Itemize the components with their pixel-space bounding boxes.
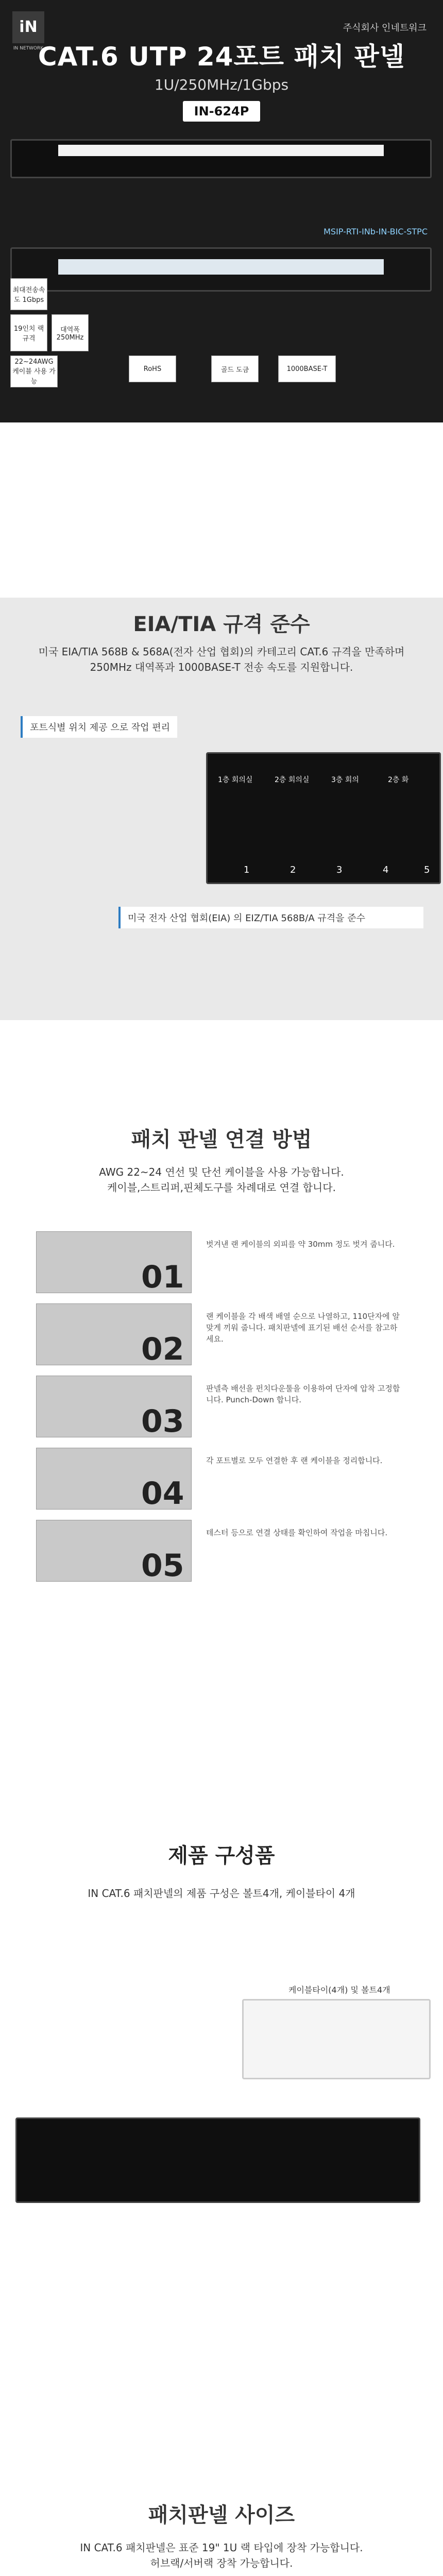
port-closeup-image [206,752,441,884]
port-number-5: 5 [424,865,430,875]
connection-text-1: AWG 22~24 연선 및 단선 케이블을 사용 가능합니다. [99,1166,344,1178]
accessories-image [242,1999,431,2079]
badge-rohs: RoHS [129,355,176,382]
composition-title: 제품 구성품 [168,1844,275,1868]
port-label-3: 3층 회의 [331,776,359,784]
step-5-desc: 테스터 등으로 연결 상태를 확인하여 작업을 마칩니다. [206,1528,388,1537]
label-strip [58,145,384,156]
step-2 [36,1303,407,1367]
wiring-strip [58,259,384,275]
eia-section [0,598,443,1020]
badge-1000baset: 1000BASE-T [278,355,336,382]
composition-caption: 케이블타이(4개) 및 볼트4개 [288,1985,390,1995]
connection-section [0,1113,443,1808]
connection-title: 패치 판넬 연결 방법 [131,1128,312,1151]
patch-panel-rear-image [10,247,432,292]
port-label-1: 1층 회의실 [218,776,253,784]
step-1-number: 01 [141,1259,184,1295]
panel-perspective-image [15,2117,420,2203]
port-label-2: 2층 회의실 [275,776,310,784]
badge-gold: 골드 도금 [211,355,259,382]
hero-section [0,0,443,422]
brand-logo: iN IN NETWORK [12,11,44,43]
product-title: CAT.6 UTP 24포트 패치 판넬 [38,42,405,72]
product-subtitle: 1U/250MHz/1Gbps [154,76,289,93]
size-text-1: IN CAT.6 패치판넬은 표준 19" 1U 랙 타입에 장착 가능합니다. [80,2541,363,2554]
eia-compliance-callout: 미국 전자 산업 협회(EIA) 의 EIZ/TIA 568B/A 규격을 준수 [118,907,423,928]
step-3-number: 03 [141,1403,184,1439]
step-3 [36,1376,407,1439]
port-number-3: 3 [336,865,343,875]
step-4-number: 04 [141,1476,184,1512]
patch-panel-front-image [10,139,432,178]
badge-speed: 최대전송속도 1Gbps [10,278,47,310]
step-5 [36,1520,407,1584]
port-number-4: 4 [383,865,389,875]
size-text-2: 허브랙/서버랙 장착 가능합니다. [150,2557,293,2569]
step-2-desc: 랜 케이블을 각 배색 배열 순으로 나열하고, 110단자에 알맞게 끼워 줍니다. 패치판넬에 표기된 배선 순서를 참고하세요. [206,1312,400,1344]
connection-text-2: 케이블,스트리퍼,핀체도구를 차례대로 연결 합니다. [107,1181,336,1194]
step-4-desc: 각 포트별로 모두 연결한 후 랜 케이블을 정리합니다. [206,1456,383,1465]
port-label-4: 2층 화 [388,776,409,784]
step-5-number: 05 [141,1548,184,1584]
port-number-2: 2 [290,865,296,875]
size-section [0,2494,443,2576]
eia-text: 미국 EIA/TIA 568B & 568A(전자 산업 협회)의 카테고리 CAT.6 규격을 만족하며 250MHz 대역폭과 1000BASE-T 전송 속도를 지원합니다. [38,646,405,673]
badge-rack: 19인치 랙 규격 [10,314,47,351]
eia-title: EIA/TIA 규격 준수 [133,613,310,636]
badge-bandwidth: 대역폭 250MHz [52,314,89,351]
composition-text: IN CAT.6 패치판넬의 제품 구성은 볼트4개, 케이블타이 4개 [88,1887,355,1900]
port-number-1: 1 [244,865,250,875]
step-1 [36,1231,407,1295]
step-1-desc: 벗겨낸 랜 케이블의 외피를 약 30mm 정도 벗겨 줍니다. [206,1240,395,1249]
model-badge: IN-624P [183,101,260,122]
step-4 [36,1448,407,1512]
size-title: 패치판넬 사이즈 [148,2503,295,2527]
badge-awg: 22~24AWG 케이블 사용 가능 [10,355,58,387]
step-3-desc: 판넬측 배선을 펀치다운툴을 이용하여 단자에 압착 고정합니다. Punch-Down 합니다. [206,1384,400,1404]
step-2-number: 02 [141,1331,184,1367]
company-name: 주식회사 인네트워크 [343,23,427,33]
certification-code: MSIP-RTI-INb-IN-BIC-STPC [323,227,428,236]
port-id-callout: 포트식별 위치 제공 으로 작업 편리 [21,716,177,738]
composition-section [0,1829,443,2344]
